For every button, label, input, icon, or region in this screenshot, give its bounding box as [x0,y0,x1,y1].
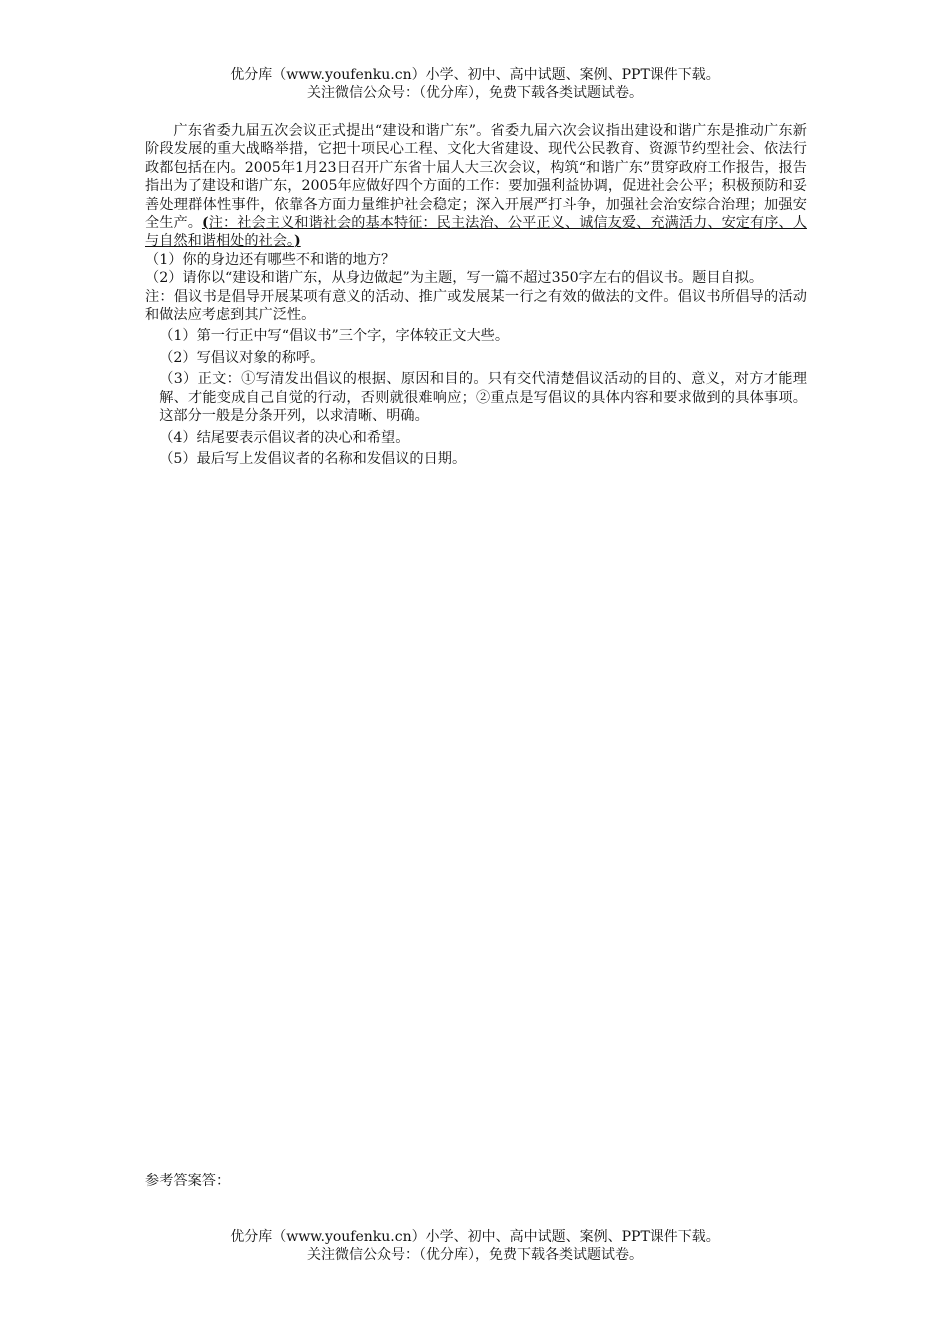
intro-note [145,215,807,249]
page-footer [0,1228,950,1264]
intro-paragraph [145,122,807,251]
header-line-1: 优分库（www.youfenku.cn）小学、初中、高中试题、案例、PPT课件下载。 [230,67,720,83]
note-item-5: （5）最后写上发倡议者的名称和发倡议的日期。 [159,450,467,467]
note-item-3: （3）正文：①写清发出倡议的根据、原因和目的。只有交代清楚倡议活动的目的、意义，对方才能理解、才能变成自己自觉的行动，否则就很难响应；②重点是写倡议的具体内容和要求做到的具体事项。这部分一般是分条开列，以求清晰、明确。 [159,371,807,425]
page-header [0,66,950,102]
note-item-1: （1）第一行正中写“倡议书”三个字，字体较正文大些。 [159,328,510,345]
note-item-4: （4）结尾要表示倡议者的决心和希望。 [159,429,410,446]
footer-line-2: 关注微信公众号：（优分库），免费下载各类试题试卷。 [307,1247,643,1263]
footer-line-1: 优分库（www.youfenku.cn）小学、初中、高中试题、案例、PPT课件下载。 [230,1229,720,1245]
header-line-2: 关注微信公众号：（优分库），免费下载各类试题试卷。 [307,85,643,101]
question-2: （2）请你以“建设和谐广东，从身边做起”为主题，写一篇不超过350字左右的倡议书。题目自拟。 [145,270,764,287]
question-1: （1）你的身边还有哪些不和谐的地方？ [145,251,396,268]
note-item-2: （2）写倡议对象的称呼。 [159,349,325,366]
note-text: 注：社会主义和谐社会的基本特征：民主法治、公平正义、诚信友爱、充满活力、安定有序、人与自然和谐相处的社会。 [145,215,807,250]
note-open-paren: ( [201,215,209,232]
intro-text: 广东省委九届五次会议正式提出“建设和谐广东”。省委九届六次会议指出建设和谐广东是推动广东新阶段发展的重大战略举措，它把十项民心工程、文化大省建设、现代公民教育、资源节约型社会、依法行政都包括在内。2005年1月23日召开广东省十届人大三次会议，构筑“和谐广东”贯穿政府工作报告，报告指出为了建设和谐广东，2005年应做好四个方面的工作：要加强利益协调，促进社会公平；积极预防和妥善处理群体性事件，依靠各方面力量维护社会稳定；深入开展严打斗争，加强社会治安综合治理；加强安全生产。 [145,123,807,232]
document-body [145,122,807,468]
note-close-paren: ) [293,233,301,250]
note-paragraph: 注：倡议书是倡导开展某项有意义的活动、推广或发展某一行之有效的做法的文件。倡议书所倡导的活动和做法应考虑到其广泛性。 [145,288,807,324]
answer-label: 参考答案答： [145,1173,231,1189]
